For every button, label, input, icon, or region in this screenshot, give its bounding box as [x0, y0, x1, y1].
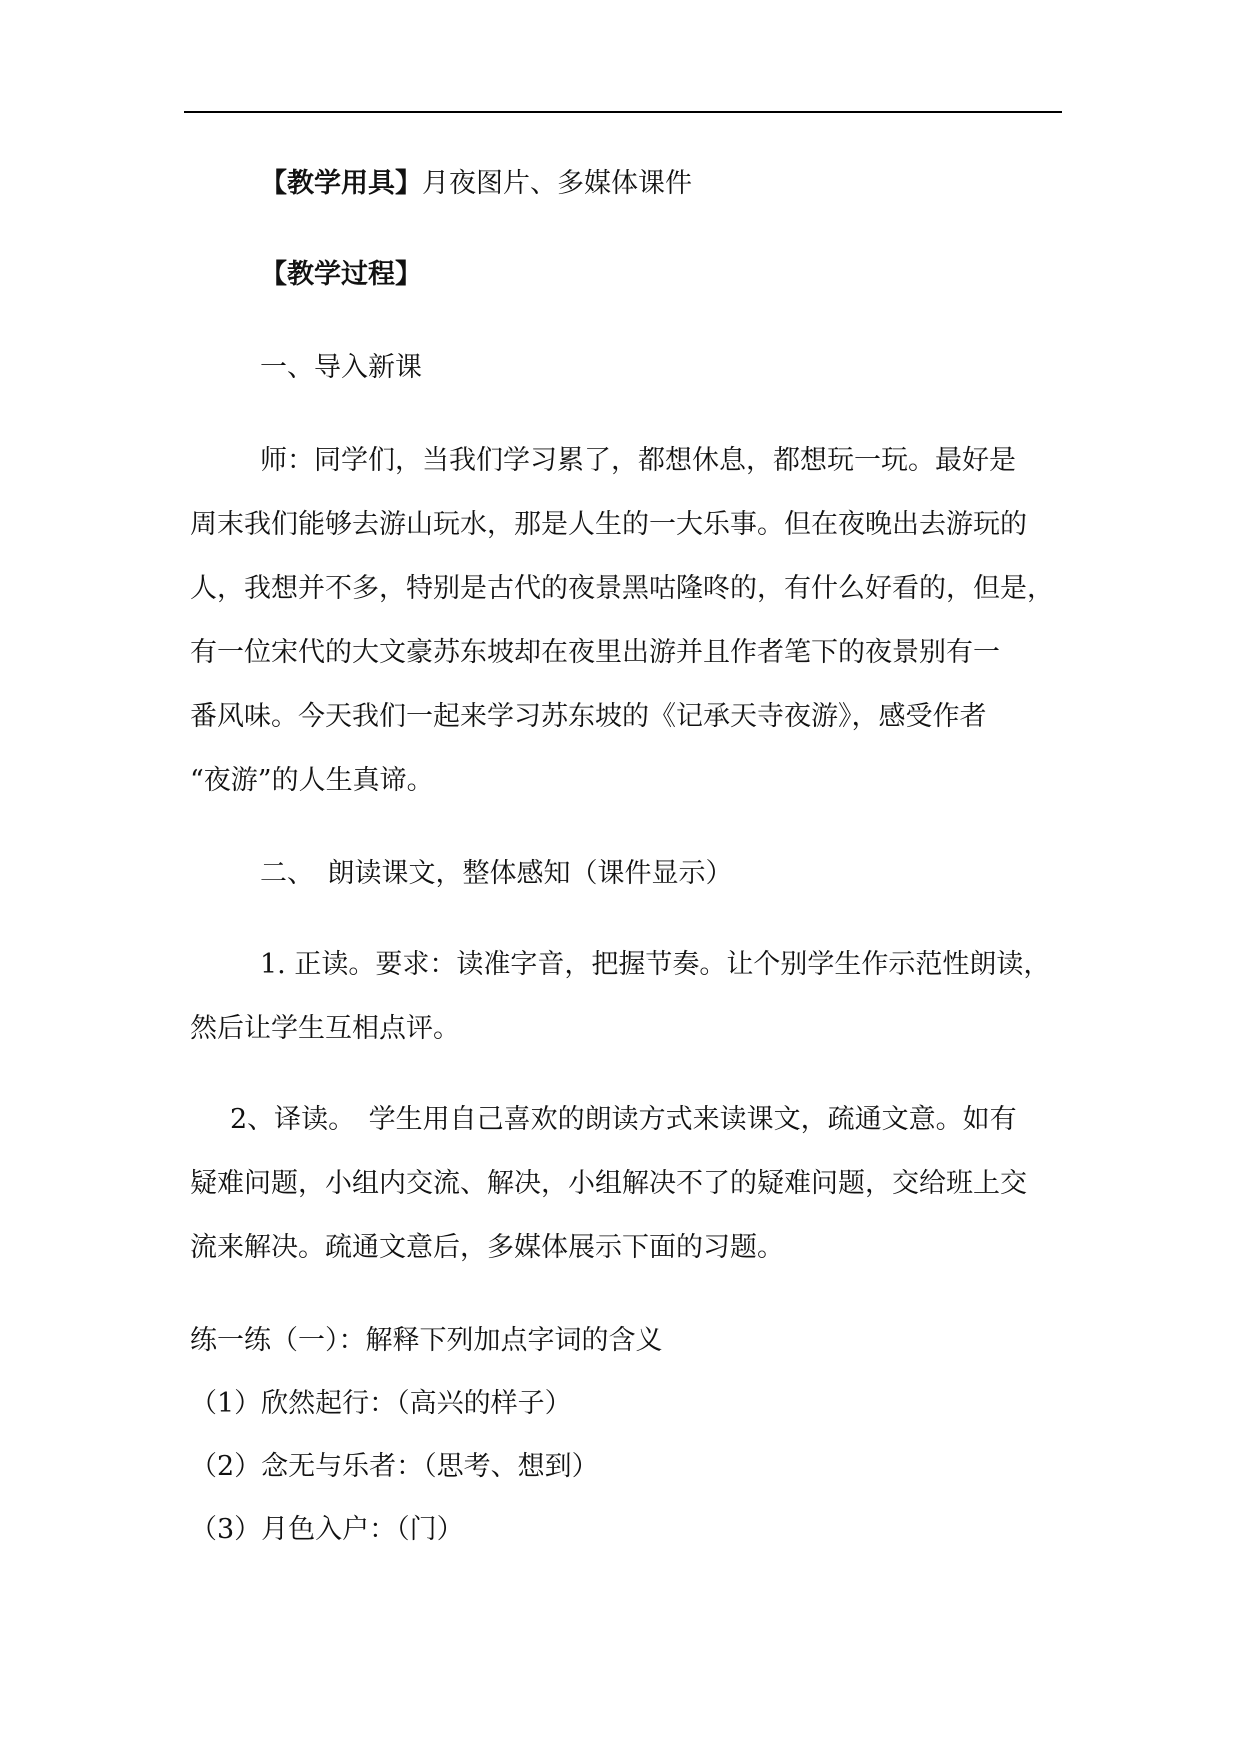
section2-heading: 二、 朗读课文，整体感知（课件显示） [260, 858, 733, 889]
section1-paragraph-line: 人，我想并不多，特别是古代的夜景黑咕隆咚的，有什么好看的，但是， [190, 573, 1054, 604]
step2-line: 流来解决。疏通文意后，多媒体展示下面的习题。 [190, 1232, 784, 1263]
teaching-process-heading: 【教学过程】 [260, 259, 422, 290]
exercise-item: （3）月色入户：（门） [190, 1514, 464, 1545]
exercise-item: （1）欣然起行：（高兴的样子） [190, 1388, 572, 1419]
teaching-tools-line [260, 166, 1160, 202]
section1-paragraph-line: 师：同学们，当我们学习累了，都想休息，都想玩一玩。最好是 [260, 445, 1016, 476]
teaching-tools-label: 【教学用具】 [260, 168, 422, 199]
step2-line: 2、译读。 学生用自己喜欢的朗读方式来读课文，疏通文意。如有 [230, 1104, 1017, 1135]
section1-paragraph-line: “夜游”的人生真谛。 [190, 765, 434, 796]
step1-line: 1. 正读。要求：读准字音，把握节奏。让个别学生作示范性朗读， [260, 949, 1051, 980]
step1-line: 然后让学生互相点评。 [190, 1013, 460, 1044]
exercise-title: 练一练（一）：解释下列加点字词的含义 [190, 1325, 663, 1356]
section1-paragraph-line: 有一位宋代的大文豪苏东坡却在夜里出游并且作者笔下的夜景别有一 [190, 637, 1000, 668]
teaching-tools-text: 月夜图片、多媒体课件 [422, 168, 692, 199]
section1-paragraph-line: 周末我们能够去游山玩水，那是人生的一大乐事。但在夜晚出去游玩的 [190, 509, 1027, 540]
section1-paragraph-line: 番风味。今天我们一起来学习苏东坡的《记承天寺夜游》，感受作者 [190, 701, 987, 732]
header-rule [184, 111, 1062, 113]
section1-heading: 一、导入新课 [260, 352, 422, 383]
exercise-item: （2）念无与乐者：（思考、想到） [190, 1451, 599, 1482]
step2-line: 疑难问题，小组内交流、解决，小组解决不了的疑难问题，交给班上交 [190, 1168, 1027, 1199]
